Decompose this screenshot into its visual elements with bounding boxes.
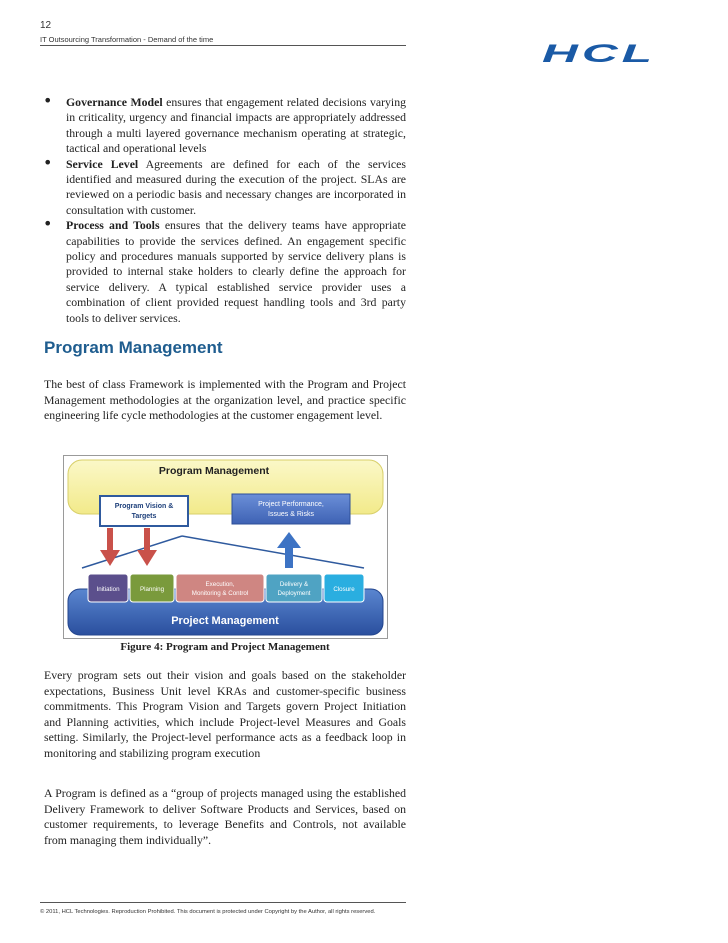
paragraph-definition: A Program is defined as a “group of projects managed using the established Delivery Framework to deliver Software Products and Services, based on customer requirements, to leverage Benefits and Controls, not available from managing them individually”. [44, 786, 406, 847]
footer-rule [40, 902, 406, 903]
figure-caption: Figure 4: Program and Project Management [120, 641, 330, 653]
section-title: Program Management [44, 338, 223, 357]
bullet-term: Governance Model [66, 95, 163, 109]
logo-text: HCL [542, 40, 656, 66]
hcl-logo [540, 40, 660, 66]
bullet-text: ensures that the delivery teams have appropriate capabilities to provide the services defined. An engagement specific policy and procedures manuals supported by service delivery plans is provided to internal stake holders to clearly define the approach for service delivery. A typical established service provider uses a combination of client provided request handling tools and 3rd party tools to deliver services. [66, 218, 407, 325]
vision-label-line2: Targets [131, 513, 157, 520]
phase-closure-label: Closure [333, 586, 355, 593]
vision-label-line1: Program Vision & [114, 503, 174, 510]
phase-delivery-label-2: Deployment [277, 590, 311, 597]
framework-diagram [64, 456, 387, 638]
paragraph-vision: Every program sets out their vision and goals based on the stakeholder expectations, Business Unit level KRAs and customer-specific business commitments. This Program Vision and Targets govern Project Initiation and Planning activities, which include Project-level Measures and Goals setting. Similarly, the Project-level performance acts as a feedback loop in monitoring and stabilizing program execution [44, 668, 406, 760]
paragraph-intro: The best of class Framework is implemented with the Program and Project Management methodologies at the organization level, and practice specific engineering life cycle methodologies at the customer engagement level. [44, 377, 406, 423]
phase-execution [176, 574, 264, 602]
program-management-label: Program Management [158, 465, 270, 477]
phase-delivery [266, 574, 322, 602]
bullet-governance [40, 95, 406, 157]
program-management-figure [63, 455, 388, 639]
bullet-service-level [40, 157, 406, 219]
bullet-term: Service Level [66, 156, 139, 171]
page-number: 12 [40, 20, 52, 31]
bullet-process-tools [40, 218, 406, 326]
bullet-term: Process and Tools [66, 218, 160, 233]
performance-risks-box [232, 494, 350, 524]
vision-targets-box [100, 496, 188, 526]
perf-label-line1: Project Performance, [258, 501, 324, 508]
copyright-footer: © 2011, HCL Technologies. Reproduction Prohibited. This document is protected under Copyright by the Author, all rights reserved. [40, 909, 376, 915]
perf-label-line2: Issues & Risks [268, 511, 314, 518]
phase-initiation-label: Initiation [96, 586, 120, 593]
document-title: IT Outsourcing Transformation - Demand of the time [40, 35, 214, 44]
phase-delivery-label-1: Delivery & [279, 581, 309, 588]
phase-planning-label: Planning [139, 586, 165, 593]
project-management-label: Project Management [171, 615, 279, 627]
phase-execution-label-2: Monitoring & Control [191, 590, 249, 597]
bullet-text: ensures that engagement related decisions varying in criticality, urgency and financial impacts are appropriately addressed through a multi layered governance mechanism operating at strategic, tactical and operational levels [66, 95, 406, 156]
phase-execution-label-1: Execution, [205, 581, 235, 588]
bullet-text: Agreements are defined for each of the services identified and measured during the execution of the project. SLAs are reviewed on a periodic basis and necessary changes are incorporated in consultation with customer. [66, 156, 406, 217]
bullet-list [40, 95, 406, 326]
header-rule [40, 45, 406, 46]
